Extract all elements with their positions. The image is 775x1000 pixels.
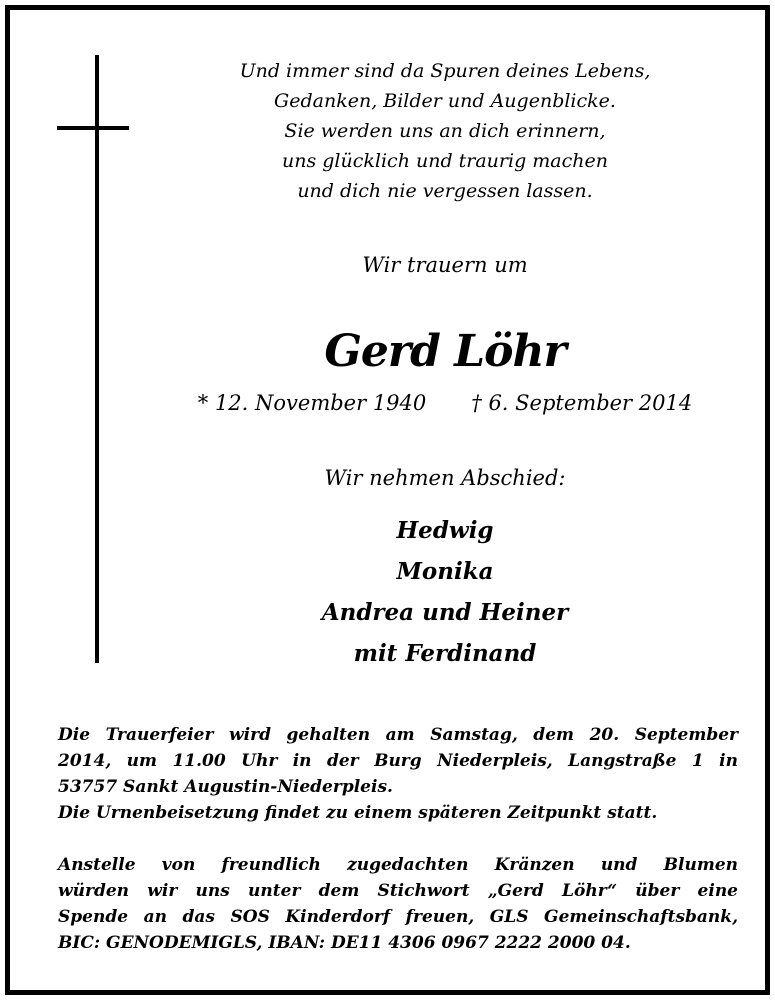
life-dates xyxy=(160,388,730,418)
donation-line: Anstelle von freundlich zugedachten Kränzen und Blumen xyxy=(58,855,738,875)
donation-line: BIC: GENODEMIGLS, IBAN: DE11 4306 0967 2222 2000 04. xyxy=(58,933,631,953)
ceremony-line: Die Urnenbeisetzung findet zu einem späteren Zeitpunkt statt. xyxy=(58,803,658,823)
ceremony-line: 2014, um 11.00 Uhr in der Burg Niederpleis, Langstraße 1 in xyxy=(58,751,738,771)
deceased-name: Gerd Löhr xyxy=(324,326,566,377)
ceremony-line: 53757 Sankt Augustin-Niederpleis. xyxy=(58,777,393,797)
poem-line: Sie werden uns an dich erinnern, xyxy=(284,120,606,142)
poem xyxy=(160,56,730,206)
death-date: † 6. September 2014 xyxy=(471,391,693,415)
donation-line: Spende an das SOS Kinderdorf freuen, GLS Gemeinschaftsbank, xyxy=(58,907,738,927)
mourner-name: mit Ferdinand xyxy=(353,640,537,667)
farewell-phrase: Wir nehmen Abschied: xyxy=(324,466,566,490)
birth-date: * 12. November 1940 xyxy=(197,391,427,415)
donation-line: würden wir uns unter dem Stichwort „Gerd Löhr“ über eine xyxy=(58,881,738,901)
cross-vertical-bar xyxy=(95,55,99,663)
ceremony-notice xyxy=(58,722,738,826)
poem-line: Und immer sind da Spuren deines Lebens, xyxy=(239,60,651,82)
mourner-name: Andrea und Heiner xyxy=(321,599,569,626)
poem-line: uns glücklich und traurig machen xyxy=(282,150,608,172)
ceremony-line: Die Trauerfeier wird gehalten am Samstag, dem 20. September xyxy=(58,725,738,745)
donation-notice xyxy=(58,852,738,956)
poem-line: Gedanken, Bilder und Augenblicke. xyxy=(274,90,616,112)
mourning-phrase: Wir trauern um xyxy=(362,253,528,277)
cross-horizontal-bar xyxy=(57,126,129,130)
poem-line: und dich nie vergessen lassen. xyxy=(297,180,593,202)
mourners-list xyxy=(160,510,730,674)
mourner-name: Monika xyxy=(396,558,494,585)
mourner-name: Hedwig xyxy=(396,517,494,544)
obituary-frame xyxy=(5,5,770,995)
